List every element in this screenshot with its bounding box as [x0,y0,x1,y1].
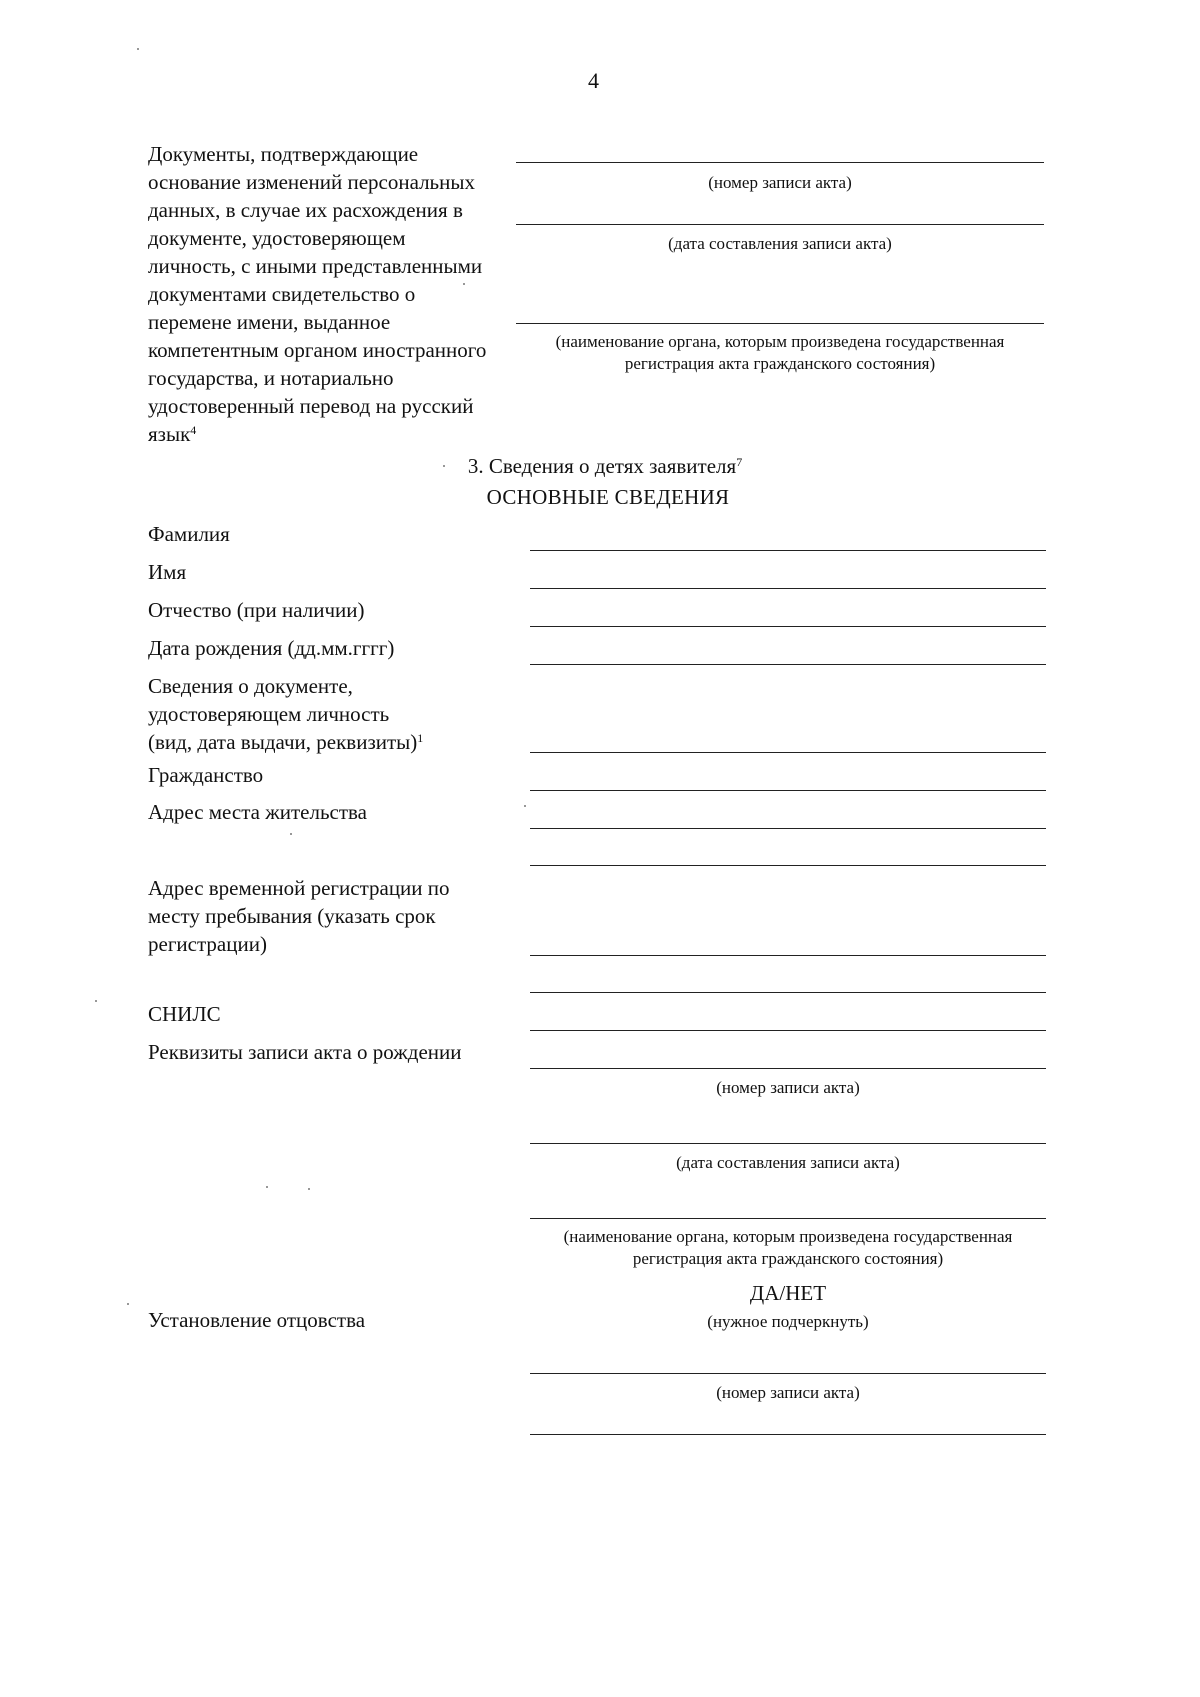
snils-field[interactable] [530,1030,1046,1031]
section-heading-text: 3. Сведения о детях заявителя [467,454,737,478]
surname-label: Фамилия [148,522,230,546]
residence-address-field-2[interactable] [530,865,1046,866]
scan-speck [308,1188,310,1190]
page-number: 4 [588,68,599,93]
docs-label-line: Документы, подтверждающие [148,142,419,166]
scan-speck [95,1000,97,1002]
paternity-choice[interactable]: ДА/НЕТ [749,1281,827,1305]
surname-field[interactable] [530,550,1046,551]
birth-record-date-field[interactable] [530,1143,1046,1144]
birth-record-number-caption: (номер записи акта) [716,1078,860,1097]
scan-speck [463,283,465,285]
record-number-caption: (номер записи акта) [708,173,852,192]
scan-speck [266,1186,268,1188]
scan-speck [137,48,139,50]
docs-label-line: документами свидетельство о [148,282,416,306]
authority-field[interactable] [516,323,1044,324]
record-date-caption: (дата составления записи акта) [668,234,892,253]
birth-date-field[interactable] [530,664,1046,665]
snils-label: СНИЛС [148,1002,221,1026]
id-document-label [148,672,423,756]
docs-label-line: государства, и нотариально [148,366,394,390]
name-field[interactable] [530,588,1046,589]
id-document-label-text: (вид, дата выдачи, реквизиты) [148,730,418,754]
docs-label-line: компетентным органом иностранного [148,338,487,362]
name-label: Имя [148,560,187,584]
birth-record-authority-caption-line: регистрация акта гражданского состояния) [632,1249,944,1268]
temp-registration-label-line: месту пребывания (указать срок [148,904,436,928]
id-document-label-line [148,728,423,756]
temp-registration-label-line: регистрации) [148,932,267,956]
birth-record-authority-caption-line: (наименование органа, которым произведена государственная [563,1227,1013,1246]
paternity-record-number-field[interactable] [530,1373,1046,1374]
scan-speck [127,1303,129,1305]
footnote-ref: 4 [190,423,197,437]
docs-label-line: удостоверенный перевод на русский [148,394,474,418]
temp-registration-label [148,874,450,958]
authority-caption [516,331,1044,375]
paternity-label: Установление отцовства [148,1308,366,1332]
birth-record-number-field[interactable] [530,1068,1046,1069]
record-number-field[interactable] [516,162,1044,163]
footnote-ref: 7 [736,455,743,469]
paternity-choice-hint: (нужное подчеркнуть) [707,1312,869,1331]
temp-registration-label-line: Адрес временной регистрации по [148,876,450,900]
docs-label-line: личность, с иными представленными [148,254,483,278]
id-document-label-line: удостоверяющем личность [148,702,390,726]
footnote-ref: 1 [417,731,424,745]
authority-caption-line: регистрация акта гражданского состояния) [624,354,936,373]
authority-caption-line: (наименование органа, которым произведена государственная [555,332,1005,351]
record-date-field[interactable] [516,224,1044,225]
scan-speck [443,465,445,467]
docs-label-line: основание изменений персональных [148,170,475,194]
birth-record-authority-field[interactable] [530,1218,1046,1219]
citizenship-label: Гражданство [148,763,264,787]
birth-date-label: Дата рождения (дд.мм.гггг) [148,636,395,660]
docs-label-last: язык [148,422,191,446]
docs-label-line: документе, удостоверяющем [148,226,406,250]
section-heading [0,452,1200,480]
birth-record-authority-caption [530,1226,1046,1270]
scan-speck [290,833,292,835]
citizenship-field[interactable] [530,790,1046,791]
scan-speck [524,805,526,807]
birth-record-label: Реквизиты записи акта о рождении [148,1040,462,1064]
residence-address-label: Адрес места жительства [148,800,367,824]
docs-label-line: перемене имени, выданное [148,310,391,334]
docs-label [148,140,486,448]
id-document-field[interactable] [530,752,1046,753]
temp-registration-field[interactable] [530,955,1046,956]
patronymic-label: Отчество (при наличии) [148,598,365,622]
paternity-record-date-field[interactable] [530,1434,1046,1435]
docs-label-line [148,420,486,448]
section-subheading: ОСНОВНЫЕ СВЕДЕНИЯ [486,485,730,509]
patronymic-field[interactable] [530,626,1046,627]
birth-record-date-caption: (дата составления записи акта) [676,1153,900,1172]
temp-registration-field-2[interactable] [530,992,1046,993]
docs-label-line: данных, в случае их расхождения в [148,198,463,222]
id-document-label-line: Сведения о документе, [148,674,353,698]
paternity-record-number-caption: (номер записи акта) [716,1383,860,1402]
residence-address-field[interactable] [530,828,1046,829]
